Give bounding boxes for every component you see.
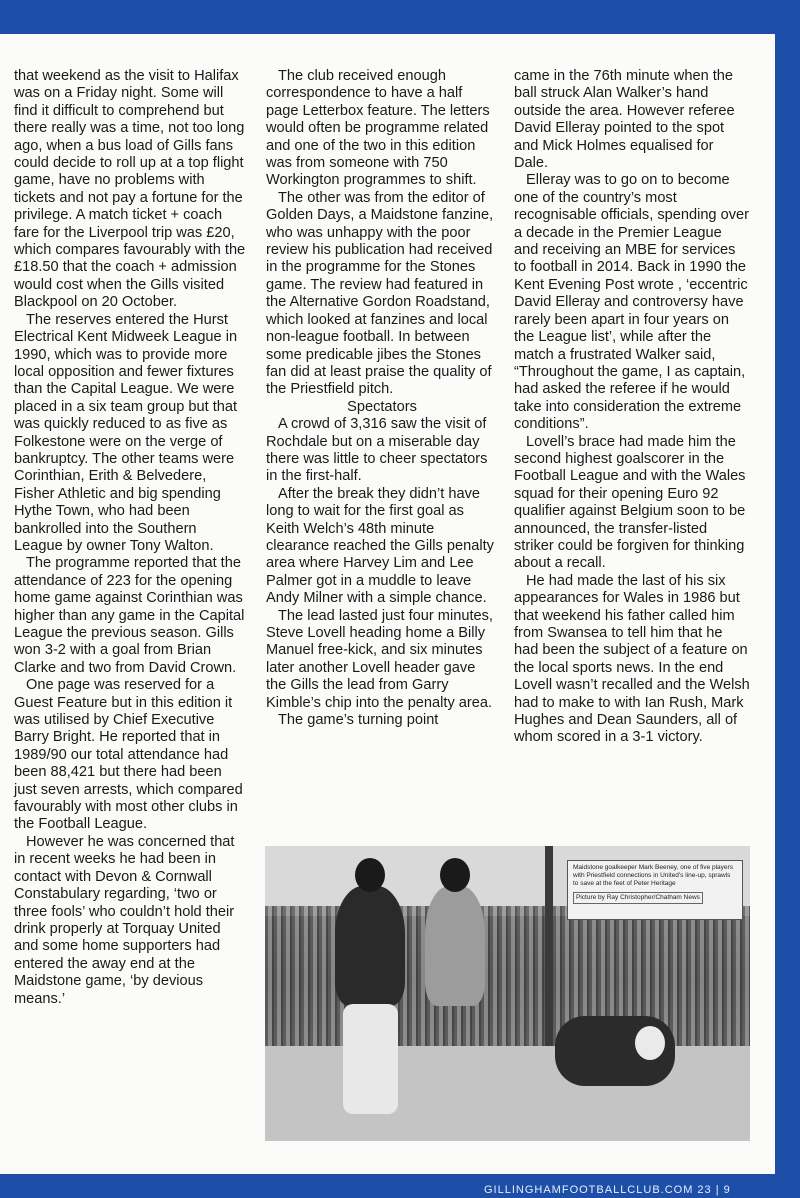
player-head [635, 1026, 665, 1060]
paragraph: The other was from the editor of Golden Days, a Maidstone fanzine, who was unhappy with the poor review his publication had received in the programme for the Stones game. The review had featured in the Alternative Gordon Roadstand, which looked at fanzines and local non-league football. In between some predicable jibes the Stones fan did at least praise the quality of the Priestfield pitch. [266, 189, 494, 398]
text-column-2 [266, 68, 498, 729]
paragraph: Lovell’s brace had made him the second highest goalscorer in the Football League and with the Wales squad for their opening Euro 92 qualifier against Belgium soon to be announced, the transfer-listed striker could be forgiven for thinking about a recall. [514, 433, 746, 572]
player-figure [335, 886, 405, 1006]
paragraph: One page was reserved for a Guest Feature but in this edition it was utilised by Chief Executive Barry Bright. He reported that in 1989/90 our total attendance had been 88,421 but there had been just seven arrests, which compared favourably with most other clubs in the Football League. [14, 677, 243, 833]
paragraph: The reserves entered the Hurst Electrical Kent Midweek League in 1990, which was to provide more local opposition and fewer fixtures than the Capital League. We were placed in a six team group but that was quickly reduced to as five as Folkestone were on the verge of bankruptcy. The other teams were Corinthian, Erith & Belvedere, Fisher Athletic and big spending Hythe Town, who had been bankrolled into the Southern League by owner Tony Walton. [14, 311, 238, 554]
player-figure [425, 886, 485, 1006]
photo-caption [567, 860, 743, 920]
paragraph: However he was concerned that in recent weeks he had been in contact with Devon & Cornwall Constabulary regarding, ‘two or three fools’ who couldn’t hold their drink properly at Torquay United and some home supporters had entered the away end at the Maidstone game, ‘by devious means.’ [14, 833, 235, 1007]
paragraph: The lead lasted just four minutes, Steve Lovell heading home a Billy Manuel free-kick, and six minutes later another Lovell header gave the Gills the lead from Garry Kimble’s chip into the penalty area. [266, 607, 493, 711]
pitch [265, 1046, 750, 1141]
section-subheading: Spectators [347, 398, 417, 415]
paragraph: The programme reported that the attendance of 223 for the opening home game against Corinthian was higher than any game in the Capital League the previous season. Gills won 3-2 with a goal from Brian Clarke and two from David Crown. [14, 555, 245, 676]
photo-credit: Picture by Ray Christopher/Chatham News [573, 892, 703, 904]
text-column-1 [14, 68, 246, 1008]
goalkeeper-figure [555, 1016, 675, 1086]
paragraph: After the break they didn’t have long to wait for the first goal as Keith Welch’s 48th minute clearance reached the Gills penalty area where Harvey Lim and Lee Palmer got in a muddle to leave Andy Milner with a simple chance. [266, 485, 494, 607]
match-photo [265, 846, 750, 1141]
paragraph: He had made the last of his six appearances for Wales in 1986 but that weekend his father called him from Swansea to tell him that he had been the subject of a feature on the local sports news. In the end Lovell wasn’t recalled and the Welsh had to make to with Ian Rush, Mark Hughes and Dean Saunders, all of whom scored in a 3-1 victory. [514, 572, 750, 746]
paragraph: The club received enough correspondence to have a half page Letterbox feature. The letters would often be programme related and one of the two in this edition was from someone with 750 Workington programmes to shift. [266, 68, 490, 189]
paragraph: The game’s turning point [278, 712, 439, 729]
player-shorts [343, 1004, 398, 1114]
paragraph: Elleray was to go on to become one of the country’s most recognisable officials, spending over a decade in the Premier League and receiving an MBE for services to football in 2014. Back in 1990 the Kent Evening Post wrote , ‘eccentric David Elleray and controversy have rarely been apart in four years on the League list’, while after the match a frustrated Walker said, “Throughout the game, I as captain, had asked the referee if he would take into consideration the extreme conditions”. [514, 172, 749, 433]
paragraph: that weekend as the visit to Halifax was on a Friday night. Some will find it difficult to comprehend but there really was a time, not too long ago, when a bus load of Gills fans could decide to roll up at a top flight game, have no problems with tickets and not pay a fortune for the privilege. A match ticket + coach fare for the Liverpool trip was £20, which compares favourably with the £18.50 that the coach + admission would cost when the Gills visited Blackpool on 20 October. [14, 68, 246, 311]
caption-text: Maidstone goalkeeper Mark Beeney, one of five players with Priestfield connections in United’s line-up, sprawls to save at the feet of Peter Heritage [573, 864, 733, 887]
goal-post [545, 846, 553, 1046]
paragraph: A crowd of 3,316 saw the visit of Rochdale but on a miserable day there was little to cheer spectators in the first-half. [266, 416, 488, 485]
page-footer: GILLINGHAMFOOTBALLCLUB.COM 23 | 9 [484, 1184, 731, 1196]
player-head [355, 858, 385, 892]
paragraph: came in the 76th minute when the ball struck Alan Walker’s hand outside the area. However referee David Elleray pointed to the spot and Mick Holmes equalised for Dale. [514, 68, 735, 172]
player-head [440, 858, 470, 892]
text-column-3 [514, 68, 750, 747]
